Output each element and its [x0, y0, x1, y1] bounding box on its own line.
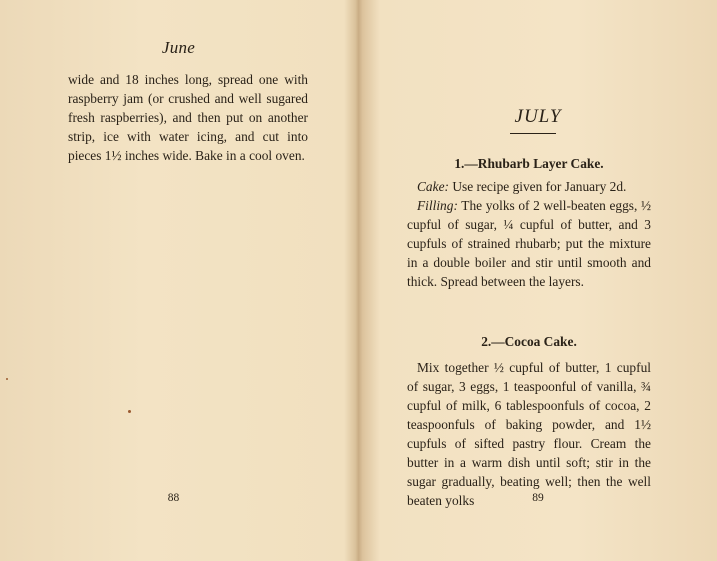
page-number: 88 [167, 492, 180, 504]
running-head: June [161, 38, 196, 57]
paper-speck [128, 410, 131, 413]
cake-label: Cake: [417, 179, 449, 194]
filling-paragraph [407, 196, 651, 291]
paper-speck [6, 378, 8, 380]
cake-paragraph [407, 177, 651, 196]
chapter-title: JULY [514, 106, 562, 127]
recipe-paragraph: Mix together ½ cupful of butter, 1 cupful of sugar, 3 eggs, 1 teaspoonful of vanilla, ¾ cupful of milk, 6 tablespoonfuls of cocoa, 2 teaspoonfuls of baking powder, and 1½ cupfuls of sifted pastry flour. Cream the butter in a warm dish until soft; stir in the sugar gradually, beating well; then the well beaten yolks [407, 360, 651, 508]
recipe-title: 1.—Rhubarb Layer Cake. [454, 156, 604, 171]
filling-label: Filling: [417, 198, 458, 213]
right-page [359, 0, 717, 561]
recipe-body [407, 177, 651, 291]
cake-text: Use recipe given for January 2d. [452, 179, 627, 194]
page-number: 89 [532, 492, 544, 504]
recipe-title: 2.—Cocoa Cake. [481, 334, 577, 349]
page-body-text [68, 70, 308, 165]
filling-text: The yolks of 2 well-beaten eggs, ½ cupful of sugar, ¼ cupful of butter, and 3 cupfuls of strained rhubarb; put the mixture in a double boiler and stir until smooth and thick. Spread between the layers. [407, 198, 651, 289]
chapter-rule [510, 133, 556, 134]
left-page [0, 0, 357, 561]
recipe-body [407, 358, 651, 510]
body-paragraph: wide and 18 inches long, spread one with raspberry jam (or crushed and well sugared fresh raspberries), and then put on another strip, ice with water icing, and cut into pieces 1½ inches wide. Bake in a cool oven. [68, 72, 308, 163]
